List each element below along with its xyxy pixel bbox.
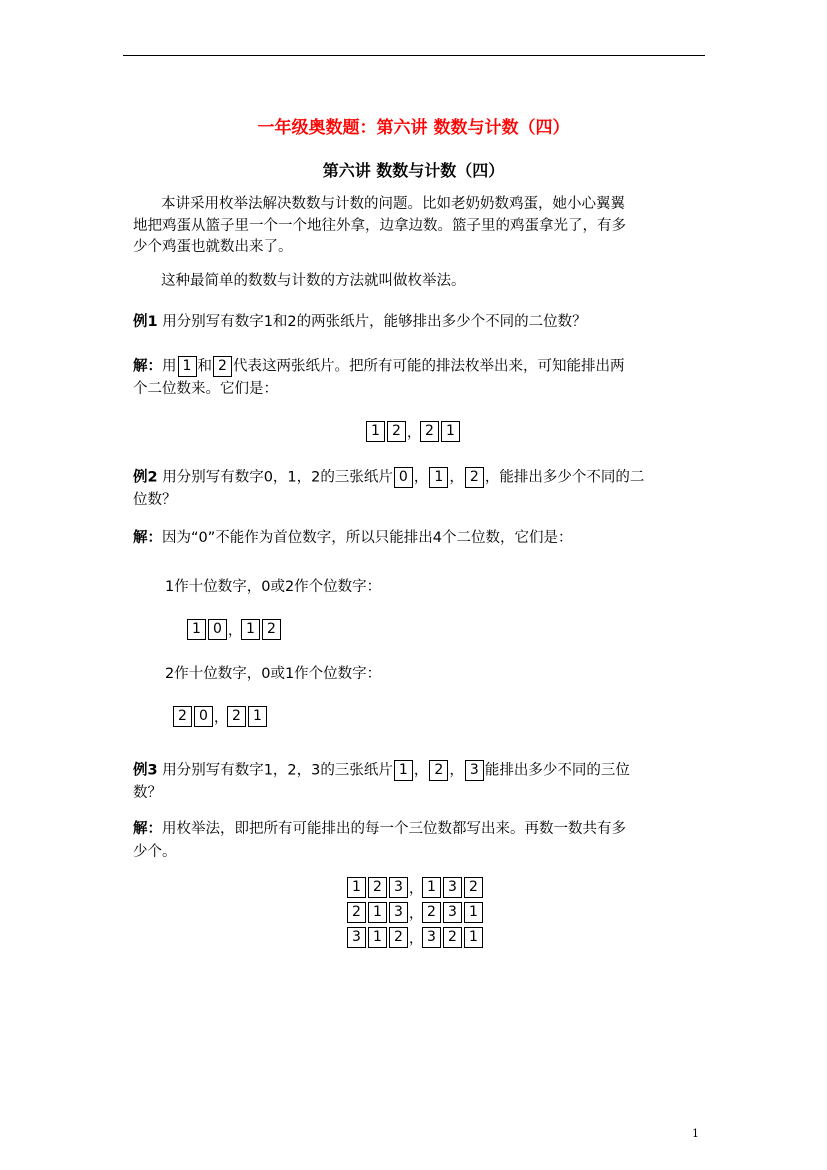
number-card: 2 xyxy=(262,619,281,640)
comma: ， xyxy=(449,469,464,486)
intro-line-2: 地把鸡蛋从篮子里一个一个地往外拿，边拿边数。篮子里的鸡蛋拿光了，有多 xyxy=(133,218,626,234)
comma: ， xyxy=(409,905,423,922)
number-card: 1 xyxy=(422,877,441,898)
comma: ， xyxy=(449,762,464,779)
example-2-label: 例2 xyxy=(133,469,158,486)
number-card: 3 xyxy=(422,927,441,948)
number-card: 1 xyxy=(347,877,366,898)
solution-label: 解： xyxy=(133,821,162,837)
number-card: 1 xyxy=(368,902,387,923)
example-1-text: 用分别写有数字1和2的两张纸片，能够排出多少个不同的二位数？ xyxy=(162,314,587,330)
solution-label: 解： xyxy=(133,530,162,546)
number-card: 1 xyxy=(441,421,460,442)
solution-text: 和 xyxy=(197,358,212,375)
comma: ， xyxy=(413,762,429,779)
example-2-text: 能排出多少个不同的二 xyxy=(499,469,645,486)
number-card: 2 xyxy=(429,760,448,781)
number-card: 0 xyxy=(194,706,213,727)
case-1-text: 1作十位数字，0或2作个位数字： xyxy=(165,579,382,595)
number-card: 1 xyxy=(178,356,197,377)
number-card: 3 xyxy=(347,927,366,948)
example-3-question-line-2: 数？ xyxy=(133,785,162,801)
number-card: 3 xyxy=(443,902,462,923)
number-card: 2 xyxy=(464,877,483,898)
number-card: 1 xyxy=(366,421,385,442)
comma: ， xyxy=(409,930,423,947)
number-card: 2 xyxy=(420,421,439,442)
solution-text: 因为“0”不能作为首位数字，所以只能排出4个二位数，它们是： xyxy=(162,530,573,546)
page-title: 一年级奥数题：第六讲 数数与计数（四） xyxy=(257,118,570,138)
header-rule xyxy=(123,55,705,56)
number-card: 2 xyxy=(443,927,462,948)
number-card: 1 xyxy=(187,619,206,640)
number-card: 3 xyxy=(389,877,408,898)
number-card: 2 xyxy=(347,902,366,923)
number-card: 0 xyxy=(208,619,227,640)
comma: ， xyxy=(214,709,228,726)
case-2-text: 2作十位数字，0或1作个位数字： xyxy=(165,666,382,682)
number-card: 1 xyxy=(241,619,260,640)
example-1-solution xyxy=(133,356,625,378)
case-1-answers xyxy=(186,619,282,640)
example-1-answers xyxy=(365,421,461,442)
number-card: 1 xyxy=(248,706,267,727)
example-2-text: 用分别写有数字0，1，2的三张纸片 xyxy=(162,469,393,486)
number-card: 2 xyxy=(387,421,406,442)
number-card: 2 xyxy=(368,877,387,898)
page-number: 1 xyxy=(692,1127,699,1140)
number-card: 1 xyxy=(429,467,448,488)
example-3-text: 能排出多少不同的三位 xyxy=(484,762,630,779)
solution-label: 解： xyxy=(133,358,162,375)
solution-text: 代表这两张纸片。把所有可能的排法枚举出来，可知能排出两 xyxy=(233,358,625,375)
number-card: 3 xyxy=(389,902,408,923)
number-card: 2 xyxy=(173,706,192,727)
intro-line-1: 本讲采用枚举法解决数数与计数的问题。比如老奶奶数鸡蛋，她小心翼翼 xyxy=(161,196,625,212)
example-3-answers-row-1 xyxy=(346,877,484,898)
example-2-solution xyxy=(133,528,572,549)
example-3-solution xyxy=(133,819,626,840)
example-3-solution-line-2: 少个。 xyxy=(133,844,177,860)
number-card: 2 xyxy=(389,927,408,948)
number-card: 2 xyxy=(213,356,232,377)
number-card: 2 xyxy=(227,706,246,727)
number-card: 3 xyxy=(465,760,484,781)
example-3-answers-row-3 xyxy=(346,927,484,948)
number-card: 3 xyxy=(443,877,462,898)
example-1-label: 例1 xyxy=(133,314,158,330)
comma: ， xyxy=(228,622,242,639)
intro-line-4: 这种最简单的数数与计数的方法就叫做枚举法。 xyxy=(161,273,466,289)
comma: ， xyxy=(413,469,429,486)
intro-line-3: 少个鸡蛋也就数出来了。 xyxy=(133,239,293,255)
number-card: 1 xyxy=(464,902,483,923)
example-3-text: 用分别写有数字1，2，3的三张纸片 xyxy=(162,762,393,779)
solution-text: 用 xyxy=(162,358,177,375)
number-card: 2 xyxy=(465,467,484,488)
example-2-question xyxy=(133,467,644,489)
comma: ， xyxy=(407,424,421,441)
example-2-question-line-2: 位数？ xyxy=(133,492,177,508)
number-card: 2 xyxy=(422,902,441,923)
comma: ， xyxy=(484,469,500,486)
number-card: 1 xyxy=(368,927,387,948)
number-card: 0 xyxy=(394,467,413,488)
example-3-answers-row-2 xyxy=(346,902,484,923)
solution-text: 用枚举法，即把所有可能排出的每一个三位数都写出来。再数一数共有多 xyxy=(162,821,626,837)
lesson-title: 第六讲 数数与计数（四） xyxy=(322,161,505,180)
number-card: 1 xyxy=(394,760,413,781)
example-1-solution-line-2: 个二位数来。它们是： xyxy=(133,381,278,397)
number-card: 1 xyxy=(464,927,483,948)
example-3-label: 例3 xyxy=(133,762,158,779)
case-2-answers xyxy=(172,706,268,727)
example-1-question xyxy=(133,312,587,333)
example-3-question xyxy=(133,760,630,782)
comma: ， xyxy=(409,880,423,897)
